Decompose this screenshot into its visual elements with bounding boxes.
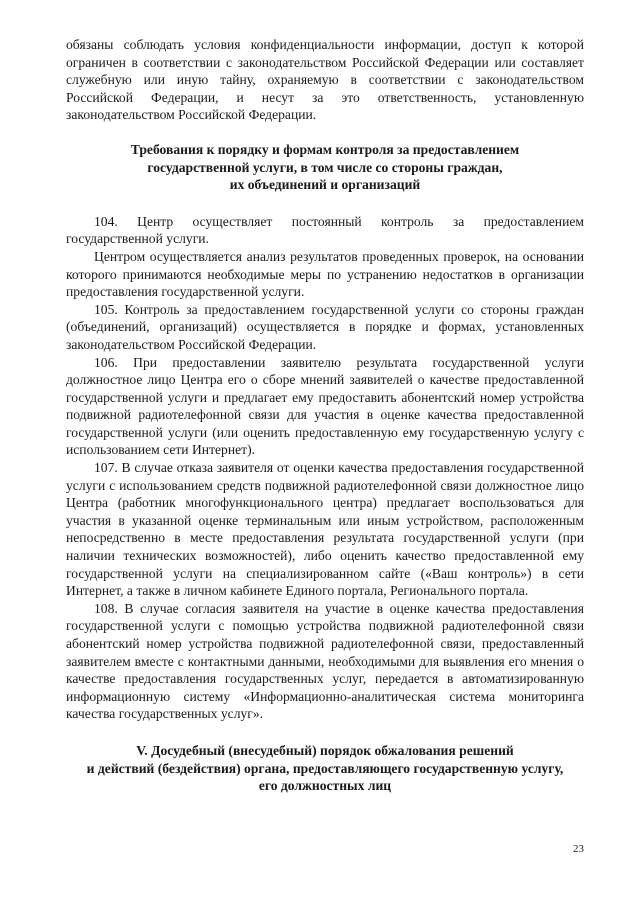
paragraph-analysis: Центром осуществляется анализ результатов проведенных проверок, на основании которого принимаются необходимые меры по устранению недостатков в организации предоставления государственной услуги. <box>66 248 584 300</box>
section-heading-appeal: V. Досудебный (внесудебный) порядок обжалования решений и действий (бездействия) органа, предоставляющего государственную услугу, его должностных лиц <box>86 742 564 794</box>
section-heading-control: Требования к порядку и формам контроля за предоставлением государственной услуги, в том числе со стороны граждан, их объединений и организаций <box>130 141 520 193</box>
paragraph-106: 106. При предоставлении заявителю результата государственной услуги должностное лицо Центра его о сборе мнений заявителей о качестве предоставленной государственной услуги и предлагает ему предоставить абонентский номер устройства подвижной радиотелефонной связи для участия в оценке качества предоставленной государственной услуги (или оценить предоставленную ему государственную услугу с использованием сети Интернет). <box>66 354 584 458</box>
page-number: 23 <box>573 843 584 855</box>
paragraph-105: 105. Контроль за предоставлением государственной услуги со стороны граждан (объединений, организаций) осуществляется в порядке и формах, установленных законодательством Российской Федерации. <box>66 301 584 352</box>
paragraph-108: 108. В случае согласия заявителя на участие в оценке качества предоставления государственной услуги с помощью устройства подвижной радиотелефонной связи абонентский номер устройства подвижной радиотелефонной связи, предоставленный заявителем вместе с контактными данными, необходимыми для выявления его мнения о качестве предоставления государственных услуг, передается в автоматизированную информационную систему «Информационно-аналитическая система мониторинга качества государственных услуг». <box>66 600 584 722</box>
intro-paragraph: обязаны соблюдать условия конфиденциальности информации, доступ к которой ограничен в соответствии с законодательством Российской Федерации или составляет служебную или иную тайну, охраняемую в соответствии с законодательством Российской Федерации, и несут за это ответственность, установленную законодательством Российской Федерации. <box>66 37 584 123</box>
paragraph-104: 104. Центр осуществляет постоянный контроль за предоставлением государственной услуги. <box>66 213 584 247</box>
paragraph-107: 107. В случае отказа заявителя от оценки качества предоставления государственной услуги с использованием средств подвижной радиотелефонной связи должностное лицо Центра (работник многофункционального центра) предлагает воспользоваться для участия в указанной оценке терминальным или иным устройством, расположенным непосредственно в месте предоставления результата государственной услуги (при наличии технических возможностей), либо оценить качество предоставленной ему государственной услуги на специализированном сайте («Ваш контроль») в сети Интернет, а также в личном кабинете Единого портала, Регионального портала. <box>66 460 584 599</box>
